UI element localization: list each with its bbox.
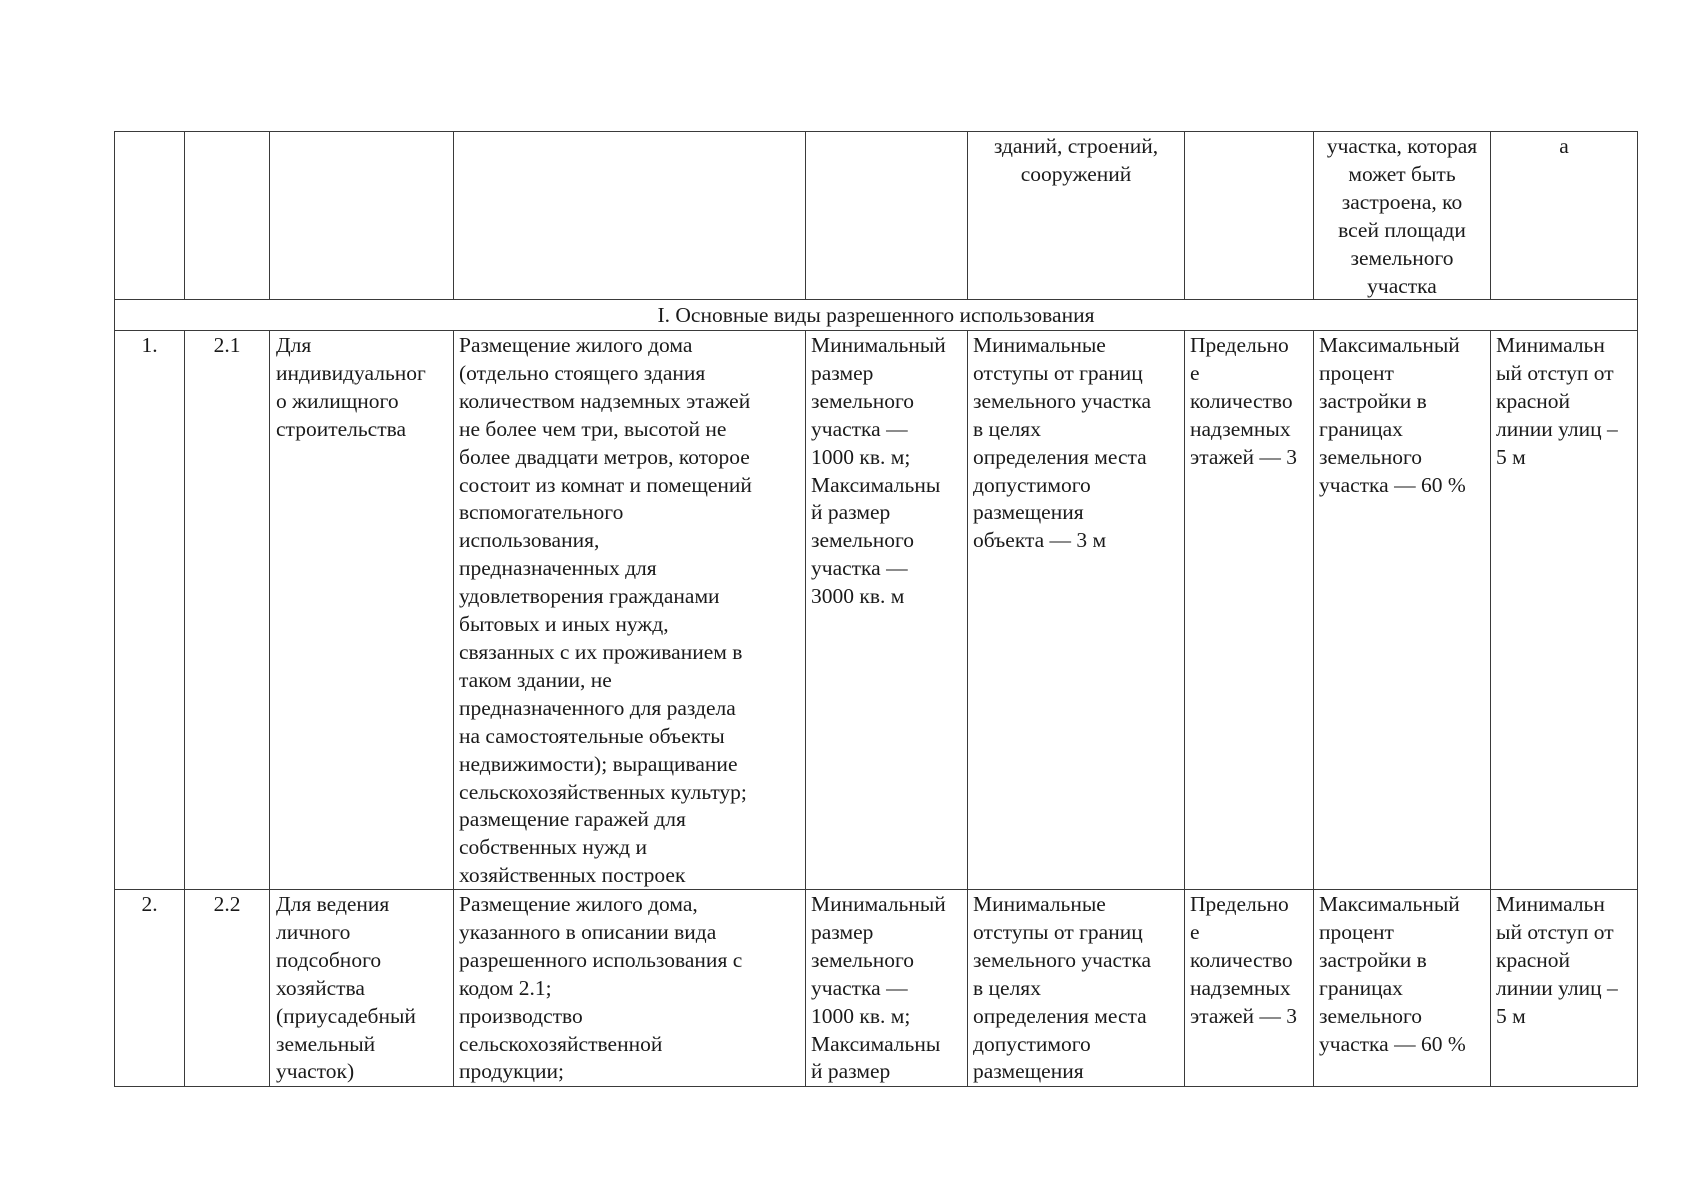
row1-coverage: Максимальный процент застройки в границах земельного участка — 60 % [1319, 333, 1466, 497]
row1-number: 1. [141, 333, 158, 357]
header-cell-plot-area: участка, которая может быть застроена, ко всей площади земельного участка [1326, 134, 1478, 298]
table-bottom-border [114, 1086, 1638, 1087]
col-border-2 [269, 330, 270, 1087]
header-cell-last: а [1559, 134, 1569, 158]
row2-plot-size: Минимальный размер земельного участка — 1000 кв. м; Максимальны й размер [811, 892, 946, 1084]
row2-max-floors: Предельно е количество надземных этажей — 3 [1190, 892, 1298, 1028]
section-bottom-border [114, 330, 1638, 331]
col-border-2 [269, 131, 270, 300]
row1-plot-size: Минимальный размер земельного участка — 1000 кв. м; Максимальны й размер земельного участка — 3000 кв. м [811, 333, 946, 609]
col-border-6 [1184, 330, 1185, 1087]
section-top-border [114, 299, 1638, 300]
row1-use-description: Размещение жилого дома (отдельно стоящего здания количеством надземных этажей не более чем три, высотой не более двадцати метров, которое состоит из комнат и помещений вспомогательного использования, предназначенных для удовлетворения гражданами бытовых и иных нужд, связанных с их проживанием в таком здании, не предназначенного для раздела на самостоятельные объекты недвижимости); выращивание сельскохозяйственных культур; размещение гаражей для собственных нужд и хозяйственных построек [459, 333, 752, 888]
row2-code: 2.2 [213, 892, 241, 916]
col-border-6 [1184, 131, 1185, 300]
col-border-3 [453, 131, 454, 300]
table-top-border [114, 131, 1638, 132]
row2-use-name: Для ведения личного подсобного хозяйства (приусадебный земельный участок) [276, 892, 416, 1084]
row1-setbacks: Минимальные отступы от границ земельного участка в целях определения места допустимого размещения объекта — 3 м [973, 333, 1152, 553]
row1-use-name: Для индивидуальног о жилищного строительства [276, 333, 426, 441]
row1-max-floors: Предельно е количество надземных этажей — 3 [1190, 333, 1298, 469]
row2-red-line-setback: Минимальн ый отступ от красной линии улиц – 5 м [1496, 892, 1618, 1028]
row-divider [114, 889, 1638, 890]
row2-coverage: Максимальный процент застройки в границах земельного участка — 60 % [1319, 892, 1466, 1056]
section-title: I. Основные виды разрешенного использования [657, 303, 1095, 327]
row1-code: 2.1 [213, 333, 241, 357]
col-border-1 [184, 131, 185, 300]
col-border-5 [967, 330, 968, 1087]
row2-setbacks: Минимальные отступы от границ земельного участка в целях определения места допустимого размещения [973, 892, 1152, 1084]
row2-use-description: Размещение жилого дома, указанного в описании вида разрешенного использования с кодом 2.1; производство сельскохозяйственной продукции; [459, 892, 743, 1084]
row2-number: 2. [141, 892, 158, 916]
header-cell-buildings: зданий, строений, сооружений [993, 134, 1159, 186]
col-border-4 [805, 330, 806, 1087]
col-border-4 [805, 131, 806, 300]
row1-red-line-setback: Минимальн ый отступ от красной линии улиц – 5 м [1496, 333, 1618, 469]
